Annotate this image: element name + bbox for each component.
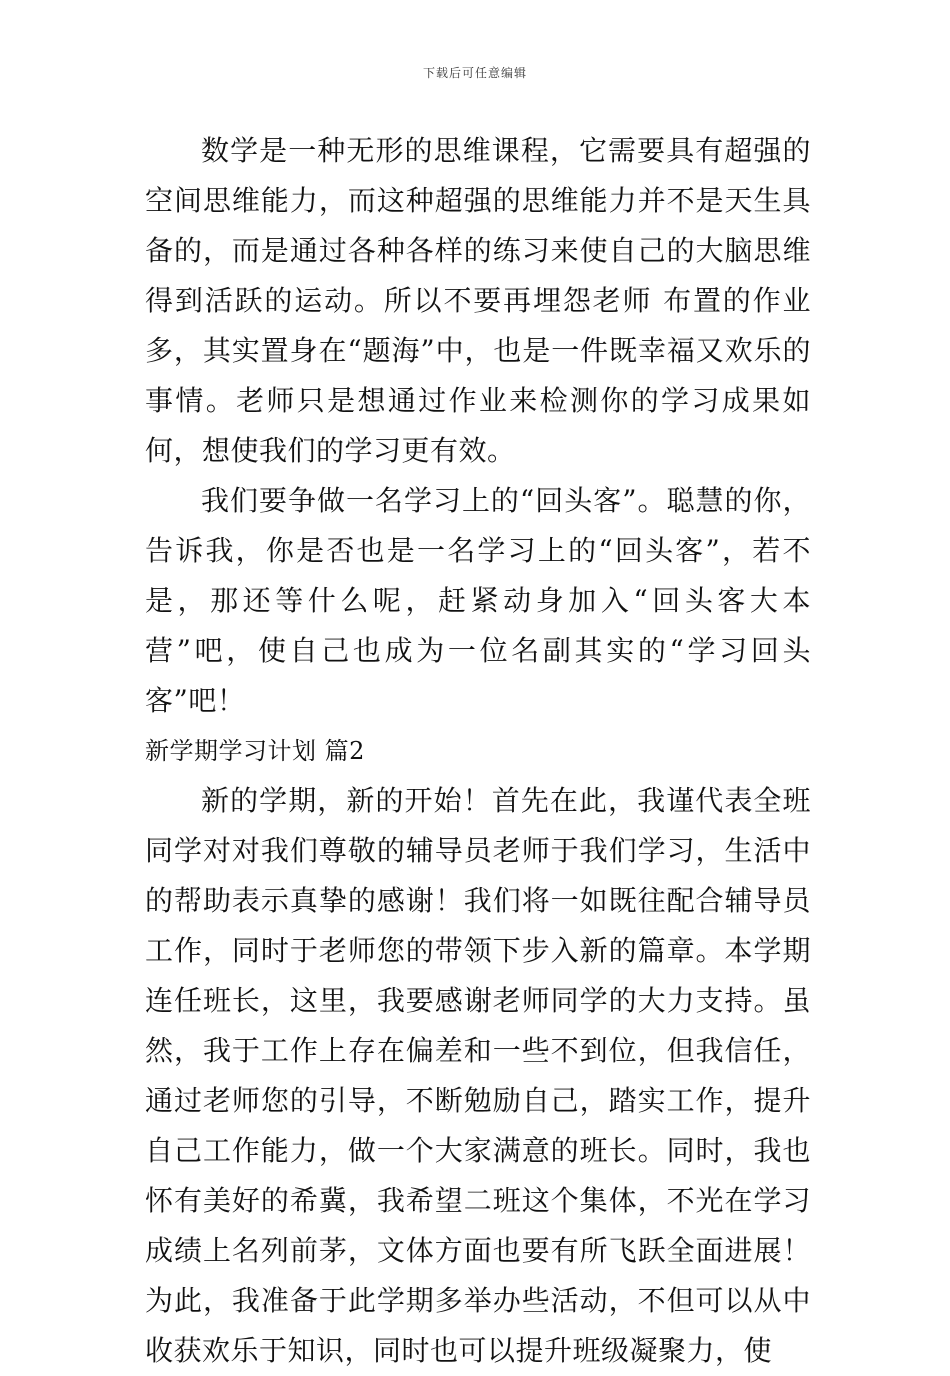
section-heading: 新学期学习计划 篇2 bbox=[145, 737, 365, 765]
paragraph-repeat-learner: 我们要争做一名学习上的“回头客”。聪慧的你，告诉我，你是否也是一名学习上的“回头客”，若不是，那还等什么呢，赶紧动身加入“回头客大本营”吧，使自己也成为一位名副其实的“学习回头客”吧！ bbox=[145, 484, 811, 717]
paragraph-new-semester: 新的学期，新的开始！首先在此，我谨代表全班同学对对我们尊敬的辅导员老师于我们学习，生活中的帮助表示真挚的感谢！我们将一如既往配合辅导员工作，同时于老师您的带领下步入新的篇章。本学期连任班长，这里，我要感谢老师同学的大力支持。虽然，我于工作上存在偏差和一些不到位，但我信任，通过老师您的引导，不断勉励自己，踏实工作，提升自己工作能力，做一个大家满意的班长。同时，我也怀有美好的希冀，我希望二班这个集体，不光在学习成绩上名列前茅，文体方面也要有所飞跃全面进展！为此，我准备于此学期多举办些活动，不但可以从中收获欢乐于知识，同时也可以提升班级凝聚力，使 bbox=[145, 784, 811, 1367]
paragraph-math-thinking: 数学是一种无形的思维课程，它需要具有超强的空间思维能力，而这种超强的思维能力并不是天生具备的，而是通过各种各样的练习来使自己的大脑思维得到活跃的运动。所以不要再埋怨老师 布置的作业多，其实置身在“题海”中，也是一件既幸福又欢乐的 事情。老师只是想通过作业来检测你的学习成果如何，想使我们的学习更有效。 bbox=[145, 134, 811, 467]
page-header: 下载后可任意编辑 bbox=[422, 66, 527, 80]
document-body bbox=[145, 126, 811, 1376]
